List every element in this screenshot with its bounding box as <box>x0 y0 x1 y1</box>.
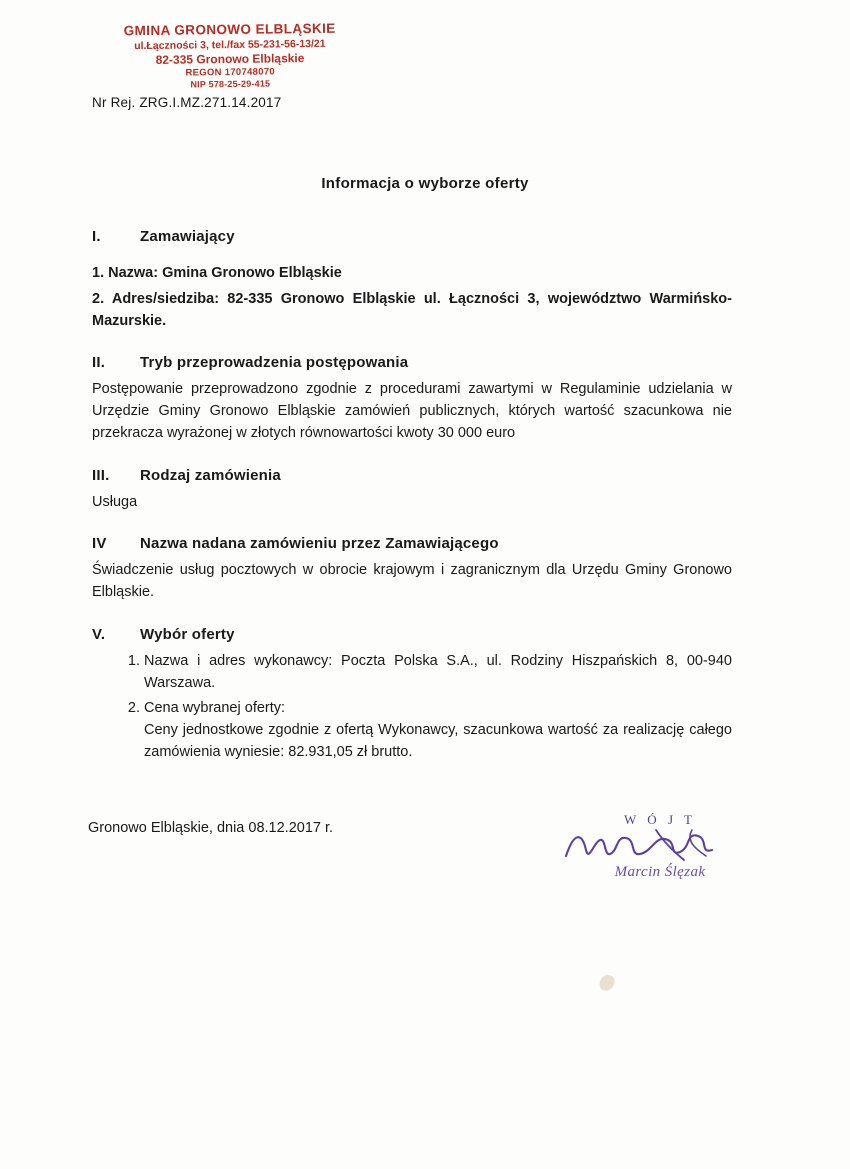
cena-detail: Ceny jednostkowe zgodnie z ofertą Wykonawcy, szacunkowa wartość za realizację całego zamówienia wyniesie: 82.931,05 zł brutto. <box>144 722 732 760</box>
letterhead-contact: ul.Łączności 3, tel./fax 55-231-56-13/21 <box>134 37 326 53</box>
list-item <box>144 698 732 763</box>
signature-name: Marcin Ślęzak <box>614 864 706 880</box>
page-title: Informacja o wyborze oferty <box>321 175 529 192</box>
section-title-5: Wybór oferty <box>140 625 235 643</box>
letterhead-regon: REGON 170748070 <box>185 66 276 79</box>
reference-number <box>92 95 281 110</box>
wykonawca-name-address: Nazwa i adres wykonawcy: Poczta Polska S.A., ul. Rodziny Hiszpańskich 8, 00-940 Warszawa. <box>144 652 732 691</box>
letterhead-address: 82-335 Gronowo Elbląskie <box>155 51 305 67</box>
section-1-content <box>92 263 732 332</box>
section-3-content: Usługa <box>92 493 138 510</box>
letterhead-organization: GMINA GRONOWO ELBLĄSKIE <box>123 20 336 39</box>
section-title-4: Nazwa nadana zamówieniu przez Zamawiającego <box>140 535 499 553</box>
section-4-content: Świadczenie usług pocztowych w obrocie krajowym i zagranicznym dla Urzędu Gminy Gronowo Elbląskie. <box>92 562 732 600</box>
reference-value: ZRG.I.MZ.271.14.2017 <box>139 95 282 110</box>
letterhead-nip: NIP 578-25-29-415 <box>190 78 271 90</box>
paper-smudge <box>598 973 616 993</box>
section-numeral-1: I. <box>92 228 101 245</box>
zamawiajacy-name: 1. Nazwa: Gmina Gronowo Elbląskie <box>92 265 342 281</box>
place-and-date: Gronowo Elbląskie, dnia 08.12.2017 r. <box>88 820 334 836</box>
section-title-3: Rodzaj zamówienia <box>140 466 281 484</box>
section-heading-5 <box>92 626 732 643</box>
section-title-1: Zamawiający <box>140 228 235 245</box>
section-numeral-4: IV <box>92 535 107 553</box>
section-numeral-5: V. <box>92 625 106 643</box>
signature-block <box>560 812 760 881</box>
section-5-list <box>92 651 732 764</box>
list-item <box>144 651 732 695</box>
handwritten-signature-icon <box>560 828 760 862</box>
section-heading-4 <box>92 535 732 552</box>
zamawiajacy-address: 2. Adres/siedziba: 82-335 Gronowo Elbląskie ul. Łączności 3, województwo Warmińsko- Mazurskie. <box>92 290 732 329</box>
letterhead-stamp <box>100 20 361 91</box>
reference-label: Nr Rej. <box>92 95 136 110</box>
cena-label: Cena wybranej oferty: <box>144 700 286 717</box>
signature-role: W Ó J T <box>624 812 696 827</box>
section-2-content: Postępowanie przeprowadzono zgodnie z procedurami zawartymi w Regulaminie udzielania w Urzędzie Gminy Gronowo Elbląskie zamówień publicznych, których wartość szacunkowa nie przekracza wyrażonej w złotych równowartości kwoty 30 000 euro <box>92 381 732 441</box>
document-body <box>92 206 732 768</box>
section-numeral-2: II. <box>92 354 106 372</box>
section-numeral-3: III. <box>92 466 110 484</box>
section-heading-1 <box>92 228 732 245</box>
section-title-2: Tryb przeprowadzenia postępowania <box>140 354 409 372</box>
section-heading-2 <box>92 354 732 371</box>
section-heading-3 <box>92 467 732 484</box>
